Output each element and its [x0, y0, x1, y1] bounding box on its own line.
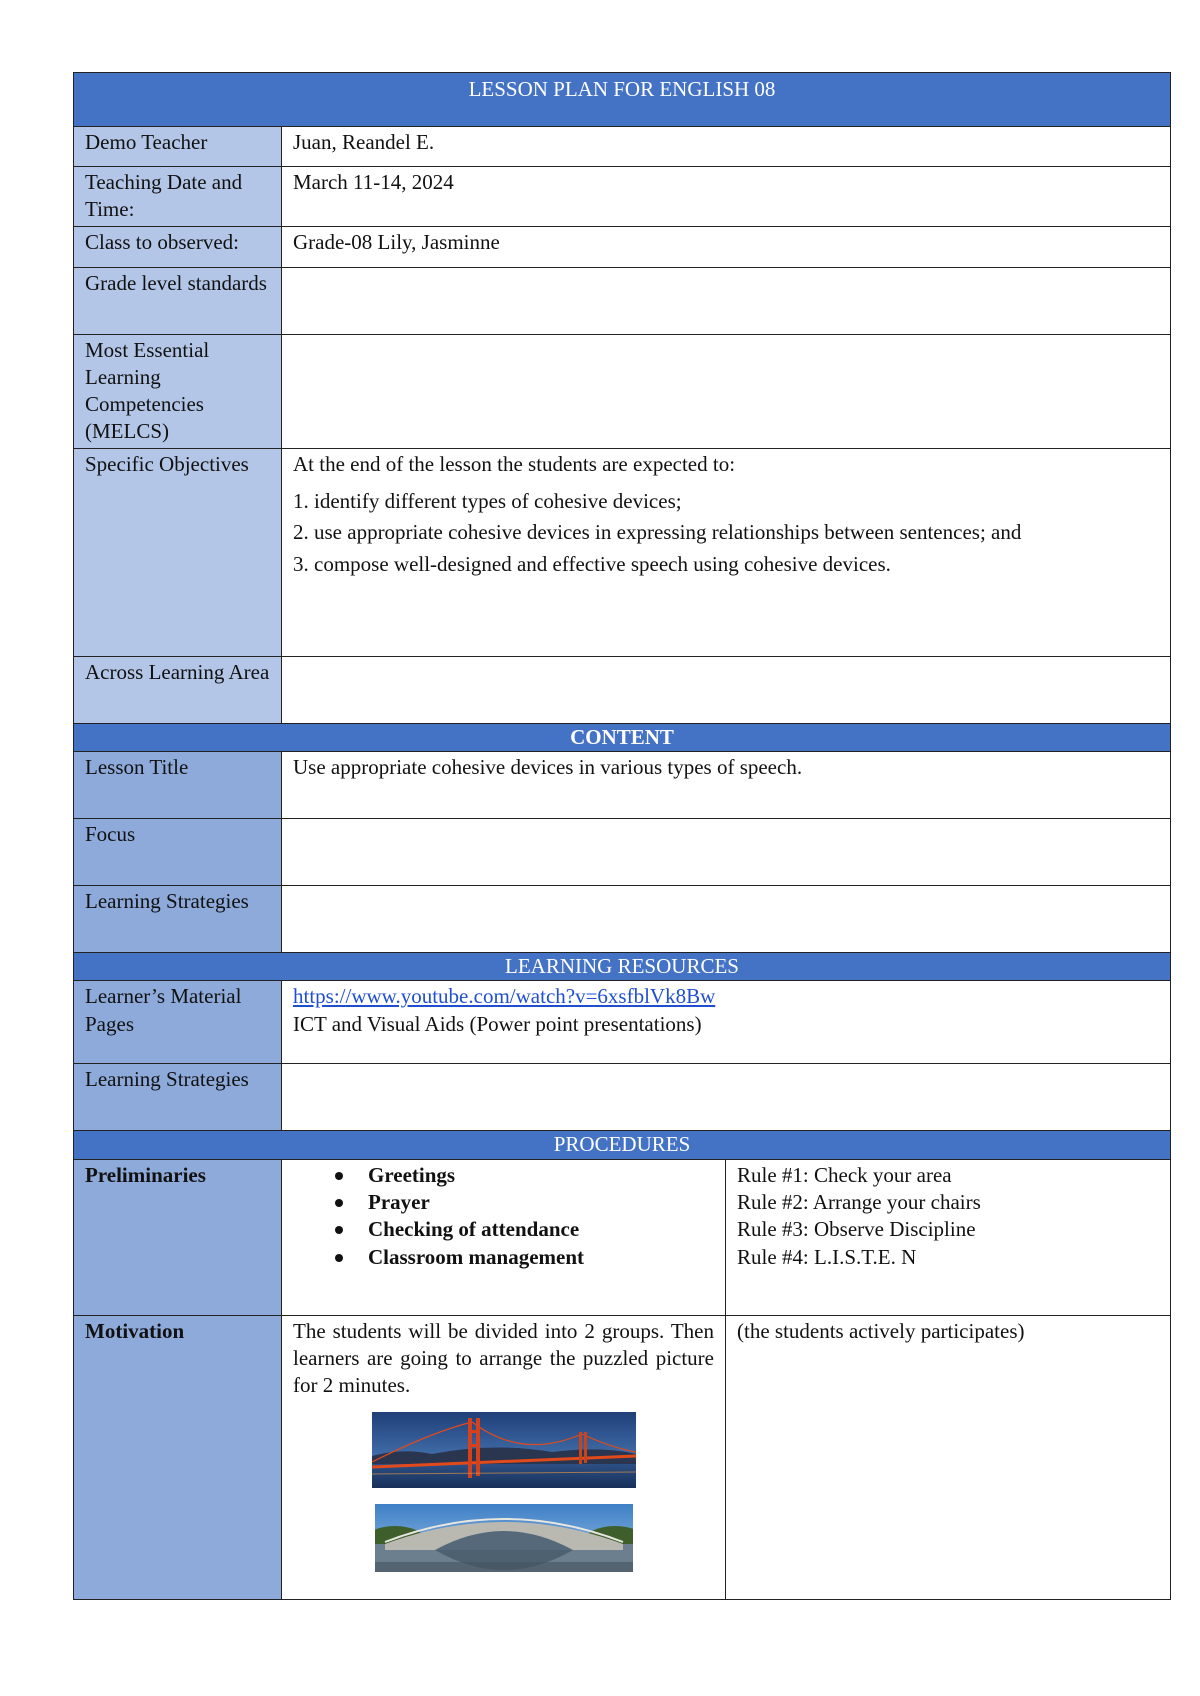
objectives-row	[74, 448, 1171, 656]
across-row	[74, 656, 1171, 723]
preliminaries-list-cell	[282, 1159, 726, 1315]
rule-item: Rule #3: Observe Discipline	[737, 1217, 976, 1242]
focus-row	[74, 819, 1171, 886]
motivation-response: (the students actively participates)	[726, 1315, 1171, 1599]
preliminaries-row	[74, 1159, 1171, 1315]
motivation-label: Motivation	[74, 1315, 282, 1599]
lesson-title-label: Lesson Title	[74, 752, 282, 819]
class-value: Grade-08 Lily, Jasminne	[282, 226, 1171, 267]
golden-gate-bridge-image	[372, 1412, 636, 1488]
list-item: Checking of attendance	[368, 1216, 714, 1243]
title-row	[74, 73, 1171, 127]
across-value	[282, 656, 1171, 723]
resources-header-row	[74, 953, 1171, 981]
across-label: Across Learning Area	[74, 656, 282, 723]
teaching-date-label: Teaching Date and Time:	[74, 167, 282, 227]
focus-value	[282, 819, 1171, 886]
content-header: CONTENT	[74, 723, 1171, 751]
grade-standards-row	[74, 267, 1171, 334]
lesson-plan-title: LESSON PLAN FOR ENGLISH 08	[74, 73, 1171, 127]
preliminaries-list	[293, 1162, 714, 1271]
motivation-text: The students will be divided into 2 groups. Then learners are going to arrange the puzzled picture for 2 minutes.	[293, 1318, 714, 1398]
class-row	[74, 226, 1171, 267]
resources-header: LEARNING RESOURCES	[74, 953, 1171, 981]
resources-strategies-row	[74, 1064, 1171, 1131]
melcs-row	[74, 334, 1171, 448]
content-header-row	[74, 723, 1171, 751]
class-label: Class to observed:	[74, 226, 282, 267]
motivation-row	[74, 1315, 1171, 1599]
stone-arch-bridge-image	[375, 1504, 633, 1572]
motivation-cell	[282, 1315, 726, 1599]
objectives-cell	[282, 448, 1171, 656]
melcs-label: Most Essential Learning Competencies (MELCS)	[74, 334, 282, 448]
resources-strategies-label: Learning Strategies	[74, 1064, 282, 1131]
objective-item: 3. compose well-designed and effective speech using cohesive devices.	[293, 551, 891, 576]
list-item: Greetings	[368, 1162, 714, 1189]
content-strategies-label: Learning Strategies	[74, 886, 282, 953]
rule-item: Rule #1: Check your area	[737, 1162, 952, 1187]
demo-teacher-value: Juan, Reandel E.	[282, 127, 1171, 167]
grade-standards-label: Grade level standards	[74, 267, 282, 334]
rules-cell	[726, 1159, 1171, 1315]
objectives-label: Specific Objectives	[74, 448, 282, 656]
objective-item: 1. identify different types of cohesive devices;	[293, 489, 682, 514]
resources-strategies-value	[282, 1064, 1171, 1131]
content-strategies-value	[282, 886, 1171, 953]
material-label: Learner’s Material Pages	[74, 981, 282, 1064]
rule-item: Rule #2: Arrange your chairs	[737, 1189, 981, 1214]
list-item: Classroom management	[368, 1244, 714, 1271]
procedures-header-row	[74, 1131, 1171, 1159]
preliminaries-label: Preliminaries	[74, 1159, 282, 1315]
lesson-plan-table	[73, 72, 1171, 1600]
melcs-value	[282, 334, 1171, 448]
grade-standards-value	[282, 267, 1171, 334]
material-cell	[282, 981, 1171, 1064]
material-row	[74, 981, 1171, 1064]
rule-item: Rule #4: L.I.S.T.E. N	[737, 1244, 917, 1269]
demo-teacher-row	[74, 127, 1171, 167]
focus-label: Focus	[74, 819, 282, 886]
teaching-date-row	[74, 167, 1171, 227]
objective-item: 2. use appropriate cohesive devices in expressing relationships between sentences; and	[293, 520, 1022, 545]
material-text: ICT and Visual Aids (Power point presentations)	[293, 1011, 702, 1036]
list-item: Prayer	[368, 1189, 714, 1216]
lesson-title-row	[74, 752, 1171, 819]
procedures-header: PROCEDURES	[74, 1131, 1171, 1159]
teaching-date-value: March 11-14, 2024	[282, 167, 1171, 227]
objectives-intro: At the end of the lesson the students are expected to:	[293, 451, 736, 476]
material-link[interactable]: https://www.youtube.com/watch?v=6xsfblVk8Bw	[293, 984, 716, 1009]
content-strategies-row	[74, 886, 1171, 953]
demo-teacher-label: Demo Teacher	[74, 127, 282, 167]
lesson-title-value: Use appropriate cohesive devices in various types of speech.	[282, 752, 1171, 819]
